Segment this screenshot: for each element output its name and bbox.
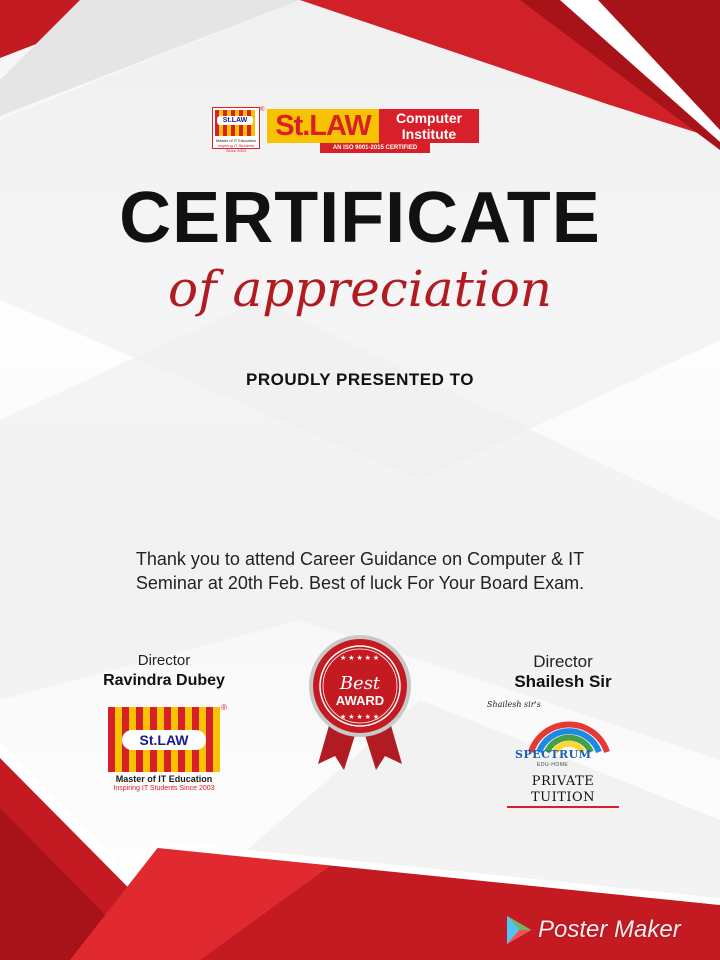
logo-name: St.LAW bbox=[267, 109, 379, 143]
message-line-1: Thank you to attend Career Guidance on Computer & IT bbox=[135, 549, 585, 569]
certificate-title: CERTIFICATE bbox=[119, 178, 601, 258]
logo-mark-tagline: Master of IT Education bbox=[215, 138, 257, 143]
stlaw-logo-name: St.LAW bbox=[122, 730, 206, 750]
right-director-role: Director bbox=[533, 652, 593, 671]
left-director-role: Director bbox=[137, 652, 191, 669]
svg-text:★ ★ ★ ★ ★: ★ ★ ★ ★ ★ bbox=[340, 655, 380, 662]
registered-mark: ® bbox=[260, 107, 265, 113]
stlaw-tagline-2: Inspiring IT Students Since 2003 bbox=[113, 785, 215, 792]
watermark-text: Poster Maker bbox=[538, 916, 681, 943]
award-best-text: Best bbox=[339, 673, 381, 694]
logo-computer-institute bbox=[379, 109, 479, 143]
iso-badge: AN ISO 9001-2015 CERTIFIED bbox=[320, 143, 430, 153]
poster-maker-watermark bbox=[505, 913, 715, 953]
play-store-icon bbox=[505, 915, 533, 945]
appreciation-message bbox=[80, 547, 640, 595]
logo-mark-tagline2: Inspiring IT Students Since 2003 bbox=[217, 143, 255, 153]
right-director-name: Shailesh Sir bbox=[514, 672, 612, 691]
left-director-name: Ravindra Dubey bbox=[103, 672, 225, 689]
logo-line1: Computer bbox=[395, 110, 463, 126]
spectrum-sub: EDU-HOME bbox=[537, 762, 569, 768]
stlaw-tagline: Master of IT Education bbox=[115, 774, 213, 784]
logo-mark bbox=[212, 107, 260, 153]
logo-line2: Institute bbox=[401, 126, 457, 142]
spectrum-tagline: PRIVATE TUITION bbox=[507, 774, 619, 808]
award-award-text: AWARD bbox=[335, 693, 385, 708]
stlaw-logo bbox=[108, 703, 230, 799]
spectrum-logo bbox=[481, 700, 619, 805]
presented-to-label: PROUDLY PRESENTED TO bbox=[246, 370, 474, 389]
spectrum-caption: Shailesh sir's bbox=[487, 700, 541, 709]
spectrum-name: SPECTRUM bbox=[515, 748, 592, 761]
stlaw-registered: ® bbox=[221, 703, 227, 712]
message-line-2: Seminar at 20th Feb. Best of luck For Your Board Exam. bbox=[135, 573, 585, 593]
institute-logo bbox=[212, 107, 482, 155]
best-award-badge bbox=[302, 634, 418, 770]
svg-text:★ ★ ★ ★ ★: ★ ★ ★ ★ ★ bbox=[340, 714, 380, 721]
certificate-subtitle: of appreciation bbox=[167, 260, 552, 318]
logo-mark-text: St.LAW bbox=[217, 116, 253, 125]
